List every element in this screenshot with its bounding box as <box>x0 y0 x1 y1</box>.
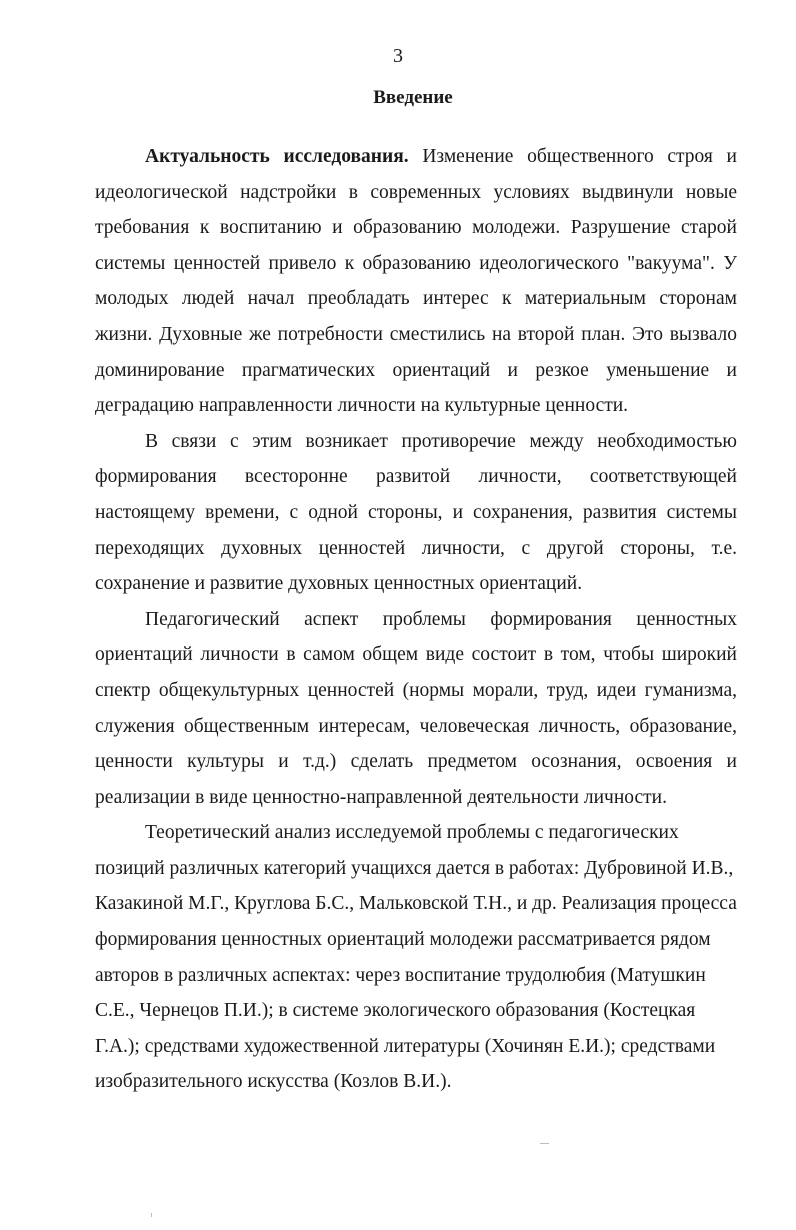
paragraph-contradiction: В связи с этим возникает противоречие между необходимостью формирования всесторонне развитой личности, соответствующей настоящему времени, с одной стороны, и сохранения, развития системы переходящих духовных ценностей личности, с другой стороны, т.е. сохранение и развитие духовных ценностных ориентаций. <box>95 430 737 595</box>
body-text <box>95 139 737 1100</box>
page-number: 3 <box>393 45 403 67</box>
paragraph-relevance <box>95 139 737 424</box>
scan-speck <box>540 1143 549 1144</box>
section-heading: Введение <box>373 87 453 108</box>
paragraph-pedagogical-aspect: Педагогический аспект проблемы формирования ценностных ориентаций личности в самом общем виде состоит в том, чтобы широкий спектр общекультурных ценностей (нормы морали, труд, идеи гуманизма, служения общественным интересам, человеческая личность, образование, ценности культуры и т.д.) сделать предметом осознания, освоения и реализации в виде ценностно-направленной деятельности личности. <box>95 608 737 808</box>
paragraph-lead-bold: Актуальность исследования. <box>145 146 409 167</box>
paragraph-theoretical-analysis: Теоретический анализ исследуемой проблемы с педагогических позиций различных категорий учащихся дается в работах: Дубровиной И.В., Казакиной М.Г., Круглова Б.С., Мальковской Т.Н., и др. Реализация процесса формирования ценностных ориентаций молодежи рассматривается рядом авторов в различных аспектах: через воспитание трудолюбия (Матушкин С.Е., Чернецов П.И.); в системе экологического образования (Костецкая Г.А.); средствами художественной литературы (Хочинян Е.И.); средствами изобразительного искусства (Козлов В.И.). <box>95 822 737 1093</box>
paragraph-text: Изменение общественного строя и идеологической надстройки в современных условиях выдвинули новые требования к воспитанию и образованию молодежи. Разрушение старой системы ценностей привело к образованию идеологического "вакуума". У молодых людей начал преобладать интерес к материальным сторонам жизни. Духовные же потребности сместились на второй план. Это вызвало доминирование прагматических ориентаций и резкое уменьшение и деградацию направленности личности на культурные ценности. <box>95 146 737 417</box>
scan-speck <box>151 1213 152 1217</box>
